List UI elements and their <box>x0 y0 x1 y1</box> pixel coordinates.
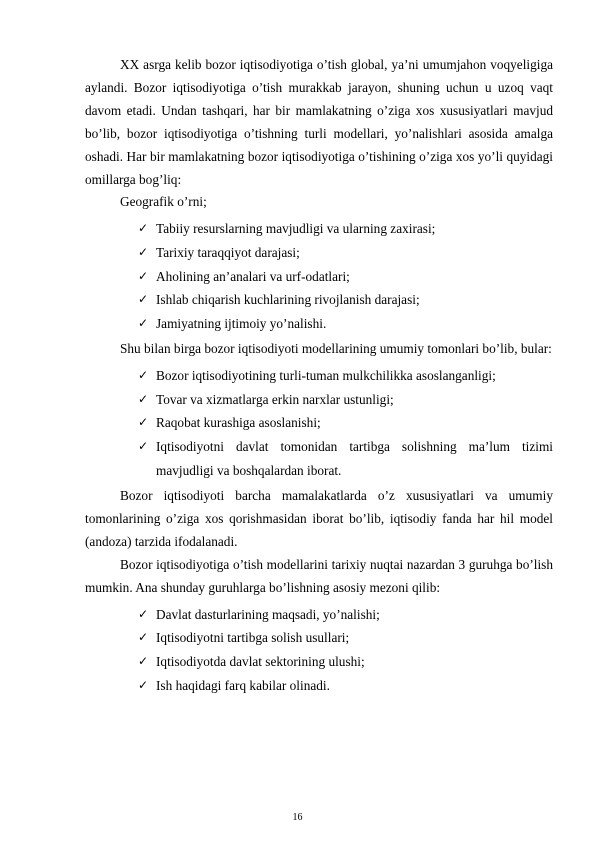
checkmark-icon: ✓ <box>138 244 149 259</box>
list-item: ✓ Aholining an’analari va urf-odatlari; <box>85 265 553 289</box>
common-features-list <box>85 364 553 482</box>
intro-paragraph: XX asrga kelib bozor iqtisodiyotiga o’tish global, ya’ni umumjahon voqyeligiga aylandi. Bozor iqtisodiyotiga o’tish murakkab jarayon, shuning uchun u uzoq vaqt davom etadi. Undan tashqari, har bir mamlakatning o’ziga xos xususiyatlari mavjud bo’lib, bozor iqtisodiyotiga o’tishning turli modellari, yo’nalishlari asosida amalga oshadi. Har bir mamlakatning bozor iqtisodiyotiga o’tishining o’ziga xos yo’li quyidagi omillarga bog’liq: <box>85 57 553 187</box>
checkmark-icon: ✓ <box>138 415 149 430</box>
checkmark-icon: ✓ <box>138 677 149 692</box>
checkmark-icon: ✓ <box>138 268 149 283</box>
checkmark-icon: ✓ <box>138 221 149 236</box>
groups-paragraph: Bozor iqtisodiyotiga o’tish modellarini tarixiy nuqtai nazardan 3 guruhga bo’lish mumkin. Ana shunday guruhlarga bo’lishning asosiy mezoni qilib: <box>85 556 553 595</box>
list-item: ✓ Bozor iqtisodiyotining turli-tuman mulkchilikka asoslanganligi; <box>85 364 553 388</box>
common-paragraph: Shu bilan birga bozor iqtisodiyoti modellarining umumiy tomonlari bo’lib, bular: <box>120 341 552 357</box>
factor-heading: Geografik o’rni; <box>120 194 207 210</box>
list-item: ✓ Iqtisodiyotni davlat tomonidan tartibga solishning ma’lum tizimi mavjudligi va boshqalardan iborat. <box>85 435 553 482</box>
checkmark-icon: ✓ <box>138 315 149 330</box>
checkmark-icon: ✓ <box>138 368 149 383</box>
checkmark-icon: ✓ <box>138 391 149 406</box>
checkmark-icon: ✓ <box>138 653 149 668</box>
page-number: 16 <box>292 812 303 823</box>
list-item: ✓ Iqtisodiyotni tartibga solish usullari; <box>85 626 553 650</box>
body-text <box>85 54 553 700</box>
checkmark-icon: ✓ <box>138 606 149 621</box>
factors-list <box>85 217 553 335</box>
list-item: ✓ Davlat dasturlarining maqsadi, yo’nalishi; <box>85 603 553 627</box>
group-criteria-list <box>85 603 553 697</box>
list-item: ✓ Tarixiy taraqqiyot darajasi; <box>85 241 553 265</box>
list-item: ✓ Tovar va xizmatlarga erkin narxlar ustunligi; <box>85 388 553 412</box>
checkmark-icon: ✓ <box>138 439 149 453</box>
model-paragraph: Bozor iqtisodiyoti barcha mamalakatlarda o’z xususiyatlari va umumiy tomonlarining o’ziga xos qorishmasidan iborat bo’lib, iqtisodiy fanda har hil model (andoza) tarzida ifodalanadi. <box>85 488 553 549</box>
checkmark-icon: ✓ <box>138 630 149 645</box>
list-item: ✓ Iqtisodiyotda davlat sektorining ulushi; <box>85 650 553 674</box>
list-item: ✓ Jamiyatning ijtimoiy yo’nalishi. <box>85 312 553 336</box>
list-item: ✓ Raqobat kurashiga asoslanishi; <box>85 411 553 435</box>
checkmark-icon: ✓ <box>138 292 149 307</box>
list-item: ✓ Ishlab chiqarish kuchlarining rivojlanish darajasi; <box>85 288 553 312</box>
list-item: ✓ Tabiiy resurslarning mavjudligi va ularning zaxirasi; <box>85 217 553 241</box>
list-item: ✓ Ish haqidagi farq kabilar olinadi. <box>85 674 553 698</box>
